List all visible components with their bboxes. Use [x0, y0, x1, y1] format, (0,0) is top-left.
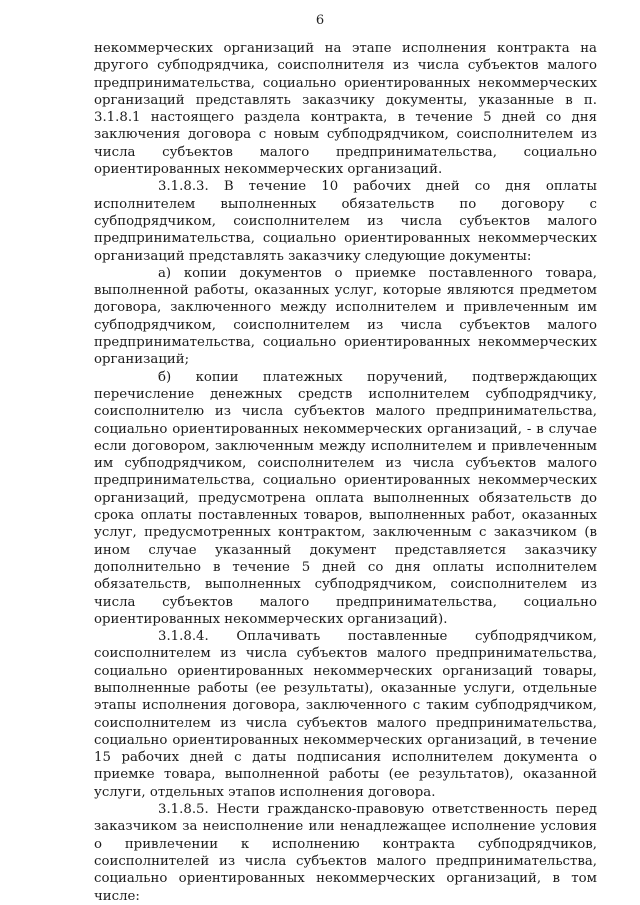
paragraph-item-a: а) копии документов о приемке поставленного товара, выполненной работы, оказанных услуг, которые являются предметом договора, заключенного между исполнителем и привлеченным им субподрядчиком, соисполнителем из числа субъектов малого предпринимательства, социально ориентированных некоммерческих организаций; [94, 265, 597, 368]
paragraph-3-1-8-4: 3.1.8.4. Оплачивать поставленные субподрядчиком, соисполнителем из числа субъектов малого предпринимательства, социально ориентированных некоммерческих организаций товары, выполненные работы (ее результаты), оказанные услуги, отдельные этапы исполнения договора, заключенного с таким субподрядчиком, соисполнителем из числа субъектов малого предпринимательства, социально ориентированных некоммерческих организаций, в течение 15 рабочих дней с даты подписания исполнителем документа о приемке товара, выполненной работы (ее результатов), оказанной услуги, отдельных этапов исполнения договора. [94, 629, 597, 800]
page-number: 6 [315, 13, 325, 28]
paragraph-3-1-8-3: 3.1.8.3. В течение 10 рабочих дней со дня оплаты исполнителем выполненных обязательств по договору с субподрядчиком, соисполнителем из числа субъектов малого предпринимательства, социально ориентированных некоммерческих организаций представлять заказчику следующие документы: [94, 179, 597, 264]
document-body [94, 40, 597, 905]
paragraph-3-1-8-5: 3.1.8.5. Нести гражданско-правовую ответственность перед заказчиком за неисполнение или ненадлежащее исполнение условия о привлечении к исполнению контракта субподрядчиков, соисполнителей из числа субъектов малого предпринимательства, социально ориентированных некоммерческих организаций, в том числе: [94, 802, 597, 904]
paragraph-item-b: б) копии платежных поручений, подтверждающих перечисление денежных средств исполнителем субподрядчику, соисполнителю из числа субъектов малого предпринимательства, социально ориентированных некоммерческих организаций, - в случае если договором, заключенным между исполнителем и привлеченным им субподрядчиком, соисполнителем из числа субъектов малого предпринимательства, социально ориентированных некоммерческих организаций, предусмотрена оплата выполненных обязательств до срока оплаты поставленных товаров, выполненных работ, оказанных услуг, предусмотренных контрактом, заключенным с заказчиком (в ином случае указанный документ представляется заказчику дополнительно в течение 5 дней со дня оплаты исполнителем обязательств, выполненных субподрядчиком, соисполнителем из числа субъектов малого предпринимательства, социально ориентированных некоммерческих организаций). [94, 369, 597, 627]
paragraph-continuation: некоммерческих организаций на этапе исполнения контракта на другого субподрядчика, соисполнителя из числа субъектов малого предпринимательства, социально ориентированных некоммерческих организаций представлять заказчику документы, указанные в п. 3.1.8.1 настоящего раздела контракта, в течение 5 дней со дня заключения договора с новым субподрядчиком, соисполнителем из числа субъектов малого предпринимательства, социально ориентированных некоммерческих организаций. [94, 41, 597, 178]
